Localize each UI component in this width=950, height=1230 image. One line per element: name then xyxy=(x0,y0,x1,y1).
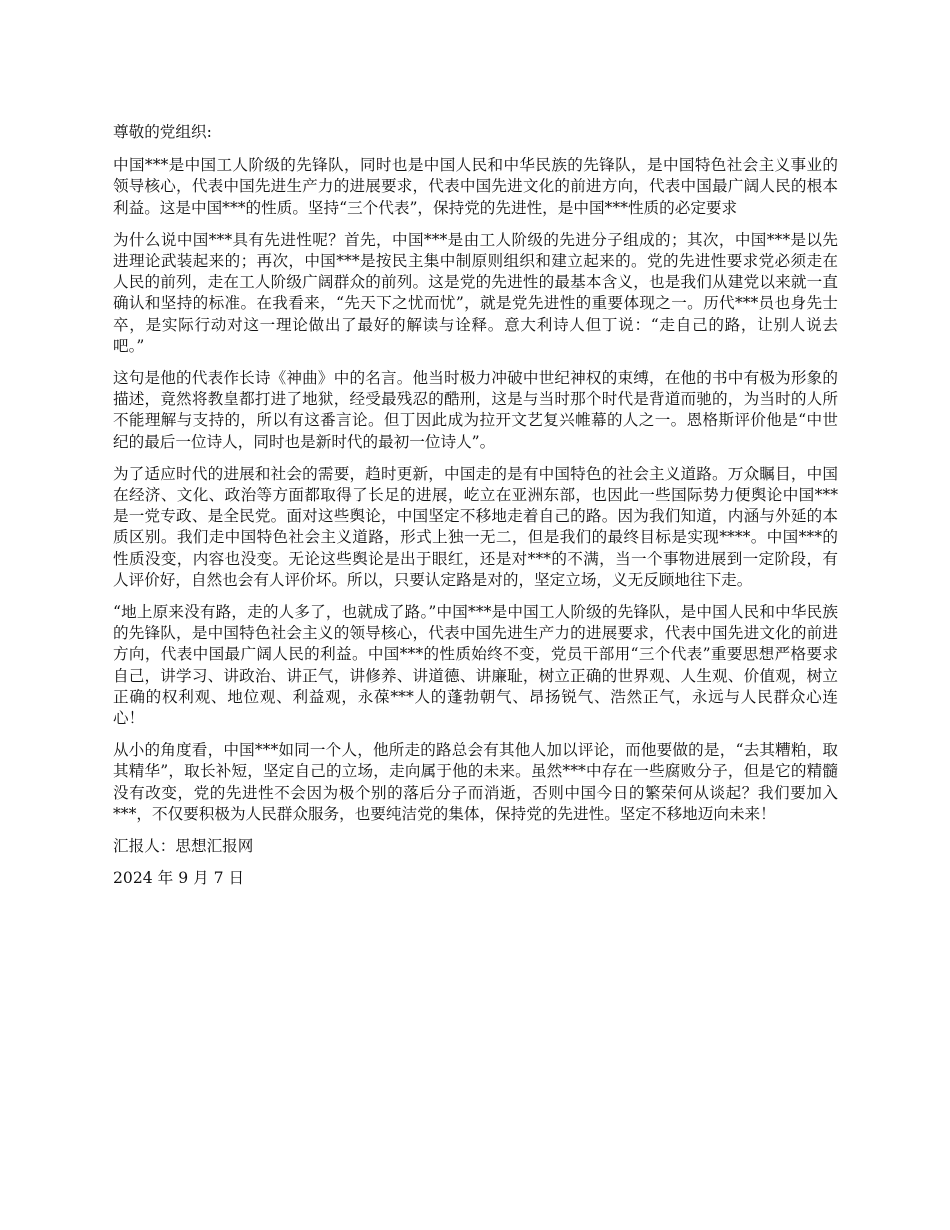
paragraph-5: “地上原来没有路，走的人多了，也就成了路。”中国***是中国工人阶级的先锋队，是中国人民和中华民族的先锋队，是中国特色社会主义的领导核心，代表中国先进生产力的进展要求，代表中国先进文化的前进方向，代表中国最广阔人民的利益。中国***的性质始终不变，党员干部用“三个代表”重要思想严格要求自己，讲学习、讲政治、讲正气，讲修养、讲道德、讲廉耻，树立正确的世界观、人生观、价值观，树立正确的权利观、地位观、利益观，永葆***人的蓬勃朝气、昂扬锐气、浩然正气，永远与人民群众心连心！ xyxy=(113,603,838,728)
document-page xyxy=(113,122,838,901)
paragraph-1: 中国***是中国工人阶级的先锋队，同时也是中国人民和中华民族的先锋队，是中国特色社会主义事业的领导核心，代表中国先进生产力的进展要求，代表中国先进文化的前进方向，代表中国最广阔人民的根本利益。这是中国***的性质。坚持“三个代表”，保持党的先进性，是中国***性质的必定要求 xyxy=(113,156,838,217)
date-line: 2024 年 9 月 7 日 xyxy=(113,869,245,888)
paragraph-2: 为什么说中国***具有先进性呢？首先，中国***是由工人阶级的先进分子组成的；其次，中国***是以先进理论武装起来的；再次，中国***是按民主集中制原则组织和建立起来的。党的先进性要求党必须走在人民的前列，走在工人阶级广阔群众的前列。这是党的先进性的最基本含义，也是我们从建党以来就一直确认和坚持的标准。在我看来，“先天下之忧而忧”，就是党先进性的重要体现之一。历代***员也身先士卒，是实际行动对这一理论做出了最好的解读与诠释。意大利诗人但丁说：“走自己的路，让别人说去吧。” xyxy=(113,230,838,355)
paragraph-6: 从小的角度看，中国***如同一个人，他所走的路总会有其他人加以评论，而他要做的是，“去其糟粕，取其精华”，取长补短，坚定自己的立场，走向属于他的未来。虽然***中存在一些腐败分子，但是它的精髓没有改变，党的先进性不会因为极个别的落后分子而消逝，否则中国今日的繁荣何从谈起？我们要加入***，不仅要积极为人民群众服务，也要纯洁党的集体，保持党的先进性。坚定不移地迈向未来！ xyxy=(113,741,838,823)
paragraph-4: 为了适应时代的进展和社会的需要，趋时更新，中国走的是有中国特色的社会主义道路。万众瞩目，中国在经济、文化、政治等方面都取得了长足的进展，屹立在亚洲东部，也因此一些国际势力便舆论中国***是一党专政、是全民党。面对这些舆论，中国坚定不移地走着自己的路。因为我们知道，内涵与外延的本质区别。我们走中国特色社会主义道路，形式上独一无二，但是我们的最终目标是实现****。中国***的性质没变，内容也没变。无论这些舆论是出于眼红，还是对***的不满，当一个事物进展到一定阶段，有人评价好，自然也会有人评价坏。所以，只要认定路是对的，坚定立场，义无反顾地往下走。 xyxy=(113,464,838,589)
paragraph-3: 这句是他的代表作长诗《神曲》中的名言。他当时极力冲破中世纪神权的束缚，在他的书中有极为形象的描述，竟然将教皇都打进了地狱，经受最残忍的酷刑，这是与当时那个时代是背道而驰的，为当时的人所不能理解与支持的，所以有这番言论。但丁因此成为拉开文艺复兴帷幕的人之一。恩格斯评价他是“中世纪的最后一位诗人，同时也是新时代的最初一位诗人”。 xyxy=(113,369,838,451)
reporter-line: 汇报人：思想汇报网 xyxy=(113,837,254,856)
salutation: 尊敬的党组织: xyxy=(113,123,212,141)
